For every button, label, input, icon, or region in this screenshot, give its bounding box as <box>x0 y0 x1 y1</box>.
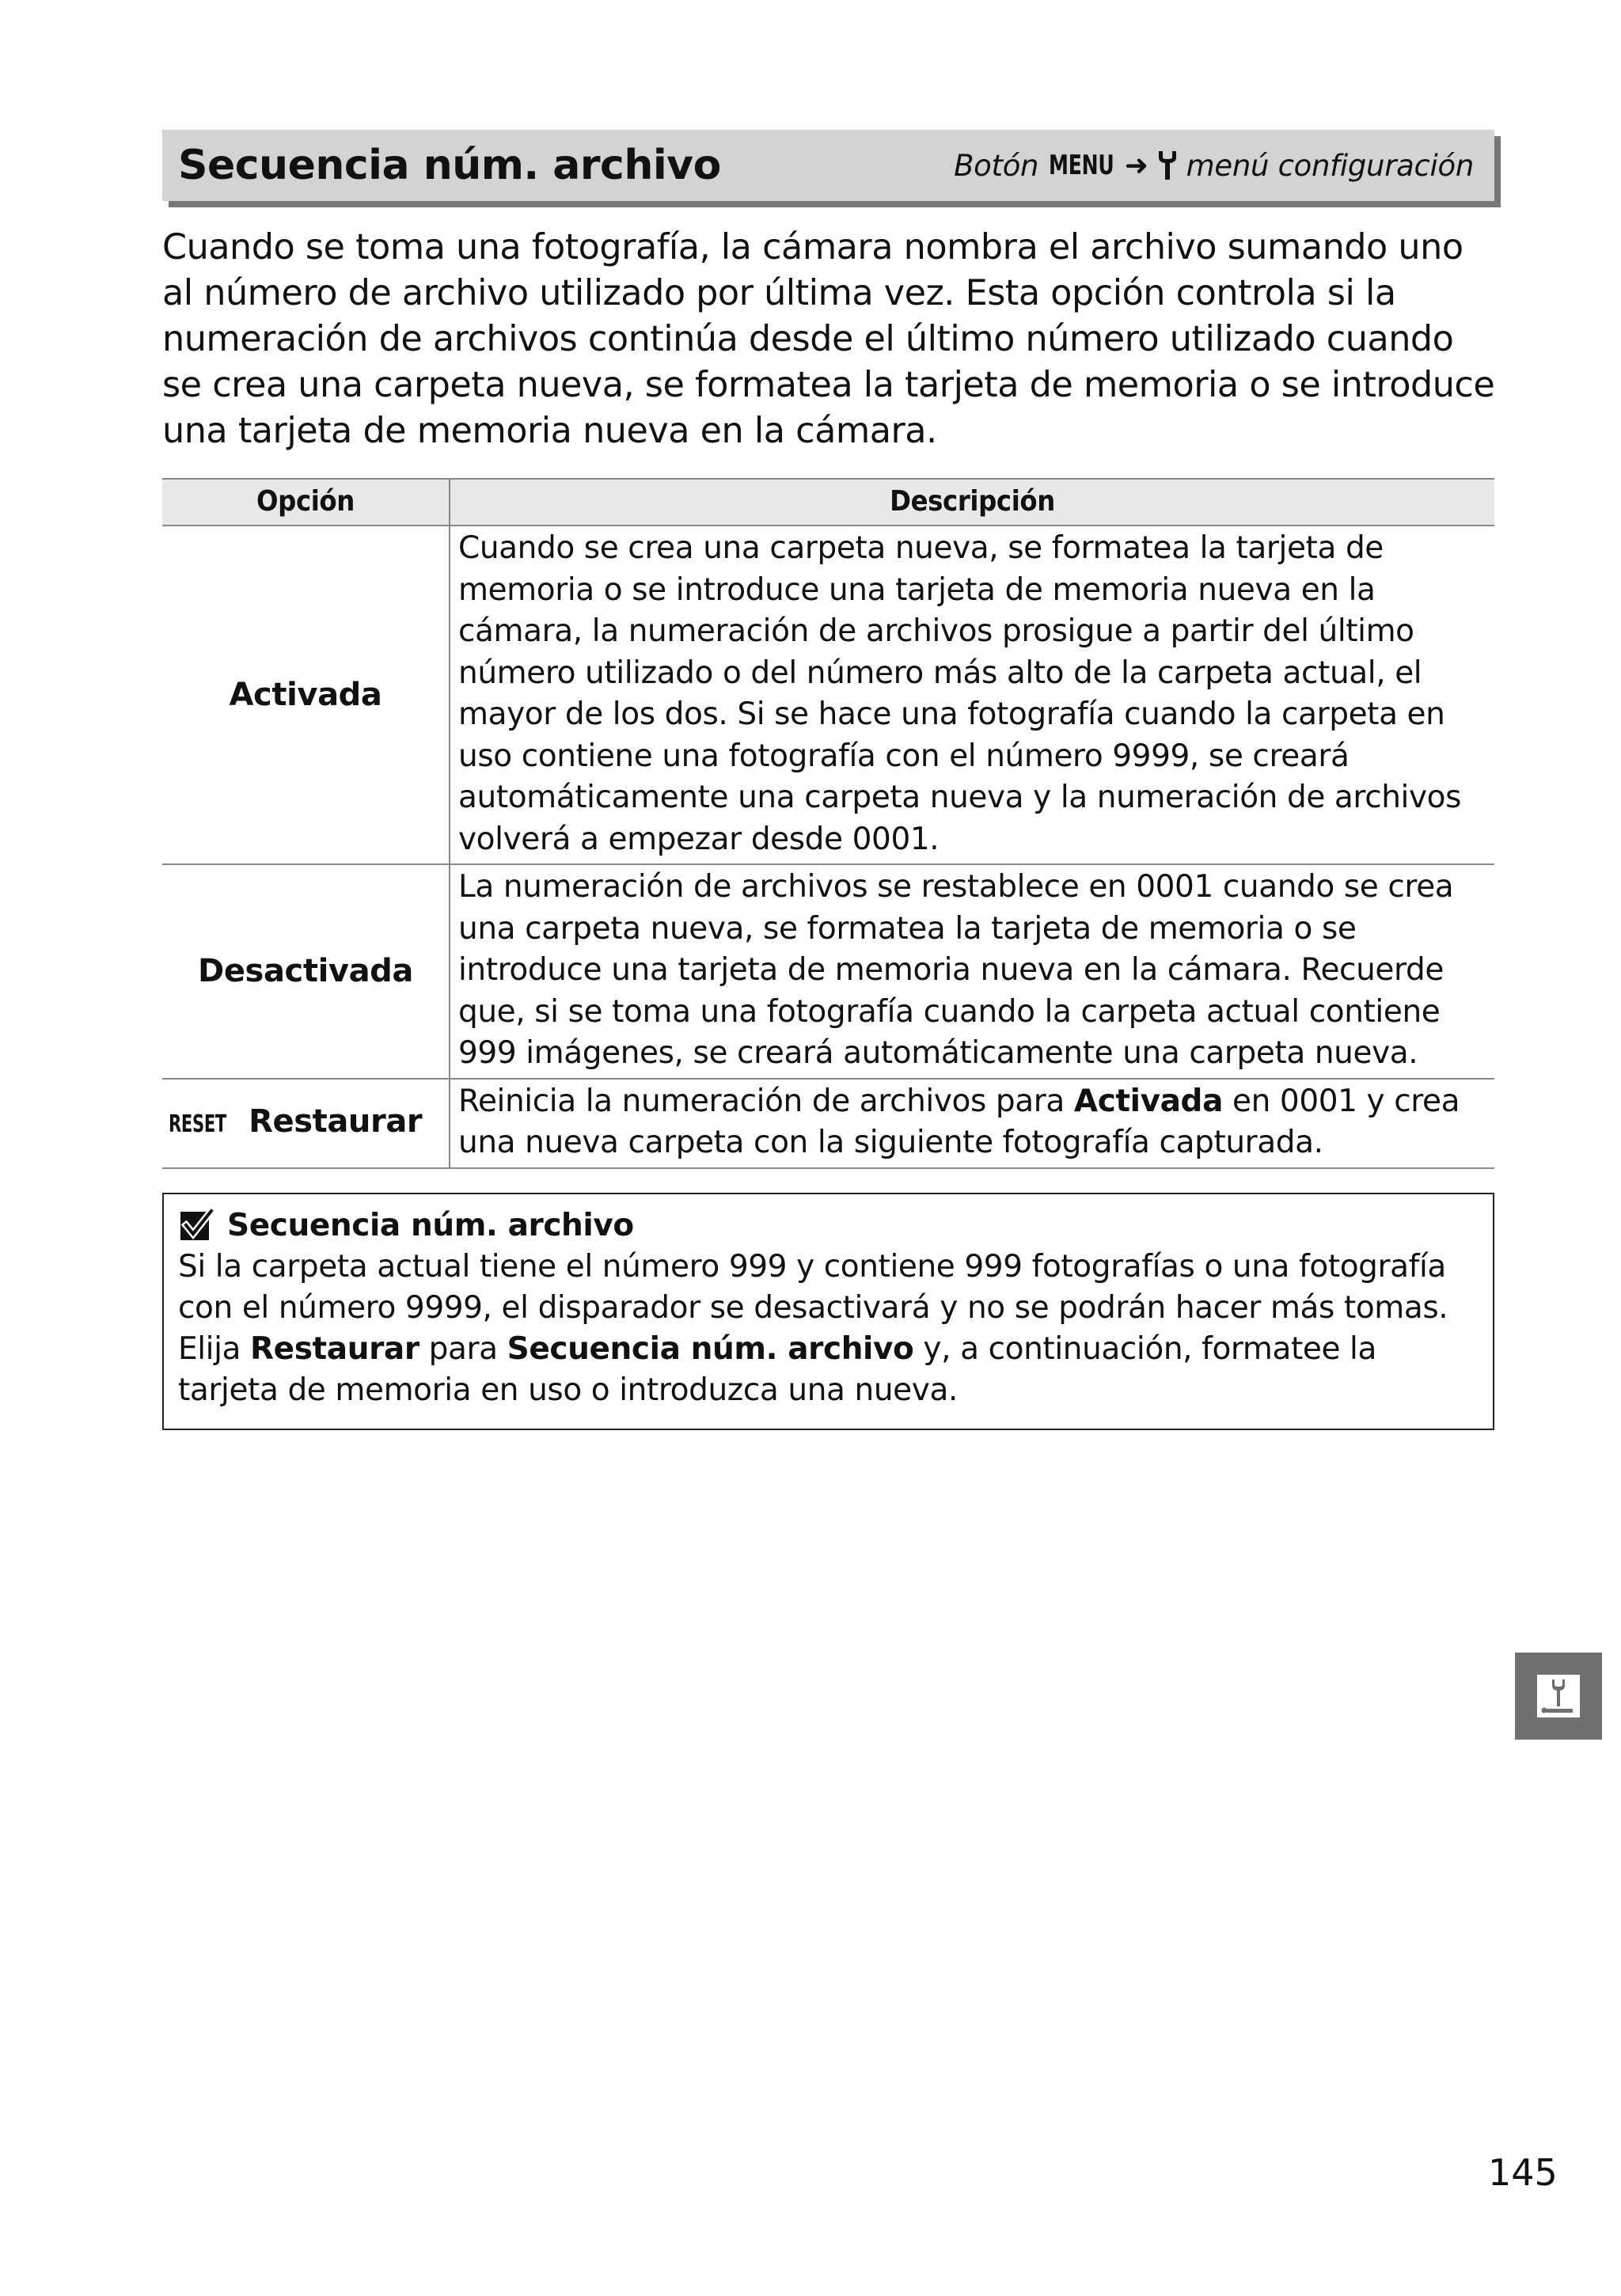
reset-icon: RESET <box>169 1110 226 1138</box>
table-header-row <box>162 479 1494 526</box>
section-header <box>162 130 1494 201</box>
option-description: La numeración de archivos se restablece en 0001 cuando se crea una carpeta nueva, se formatea la tarjeta de memoria o se introduce una tarjeta de memoria nueva en la cámara. Recuerde que, si se toma una fotografía cuando la carpeta actual contiene 999 imágenes, se creará automáticamente una carpeta nueva. <box>450 864 1494 1079</box>
options-table <box>162 478 1494 1169</box>
option-description <box>450 1079 1494 1168</box>
intro-paragraph: Cuando se toma una fotografía, la cámara nombra el archivo sumando uno al número de archivo utilizado por última vez. Esta opción controla si la numeración de archivos continúa desde el último número utilizado cuando se crea una carpeta nueva, se formatea la tarjeta de memoria o se introduce una tarjeta de memoria nueva en la cámara. <box>162 227 1495 451</box>
menu-button-label: MENU <box>1049 150 1114 181</box>
option-name: Activada <box>162 526 450 864</box>
wrench-icon <box>1156 150 1179 181</box>
option-name: Desactivada <box>162 864 450 1079</box>
note-bold: Secuencia núm. archivo <box>507 1330 914 1367</box>
option-name: Restaurar <box>249 1102 423 1140</box>
note-text: Si la carpeta actual tiene el número 999 y contiene 999 fotografías o una fotografía con el número 9999, el disparador se desactivará y no se podrán hacer más tomas. Elija <box>178 1248 1448 1367</box>
checkmark-box-icon <box>178 1208 214 1244</box>
note-bold: Restaurar <box>250 1330 419 1367</box>
arrow-right-icon: ➜ <box>1124 149 1148 182</box>
setup-menu-tab <box>1515 1653 1602 1740</box>
note-box <box>162 1193 1494 1430</box>
menu-path <box>954 149 1474 183</box>
table-row <box>162 1079 1494 1168</box>
description-text: Reinicia la numeración de archivos para <box>458 1083 1074 1119</box>
setup-menu-icon <box>1531 1668 1586 1724</box>
table-row <box>162 864 1494 1079</box>
description-text: en 0001 y crea una nueva carpeta con la siguiente fotografía capturada. <box>458 1083 1460 1160</box>
column-header-option: Opción <box>162 479 450 526</box>
table-row <box>162 526 1494 864</box>
note-text: para <box>419 1330 507 1367</box>
section-title: Secuencia núm. archivo <box>178 142 721 189</box>
menu-name: menú configuración <box>1186 148 1474 183</box>
page-content <box>162 130 1494 1430</box>
button-word: Botón <box>954 148 1039 183</box>
note-text: y, a continuación, formatee la tarjeta de memoria en uso o introduzca una nueva. <box>178 1330 1376 1408</box>
option-description: Cuando se crea una carpeta nueva, se formatea la tarjeta de memoria o se introduce una tarjeta de memoria nueva en la cámara, la numeración de archivos prosigue a partir del último número utilizado o del número más alto de la carpeta actual, el mayor de los dos. Si se hace una fotografía cuando la carpeta en uso contiene una fotografía con el número 9999, se creará automáticamente una carpeta nueva y la numeración de archivos volverá a empezar desde 0001. <box>450 526 1494 864</box>
option-name-cell <box>162 1079 450 1168</box>
column-header-description: Descripción <box>450 479 1494 526</box>
note-body <box>178 1247 1479 1411</box>
note-title: Secuencia núm. archivo <box>227 1207 634 1243</box>
note-header <box>178 1205 1479 1247</box>
description-bold: Activada <box>1073 1083 1223 1119</box>
page-number: 145 <box>1488 2151 1558 2194</box>
